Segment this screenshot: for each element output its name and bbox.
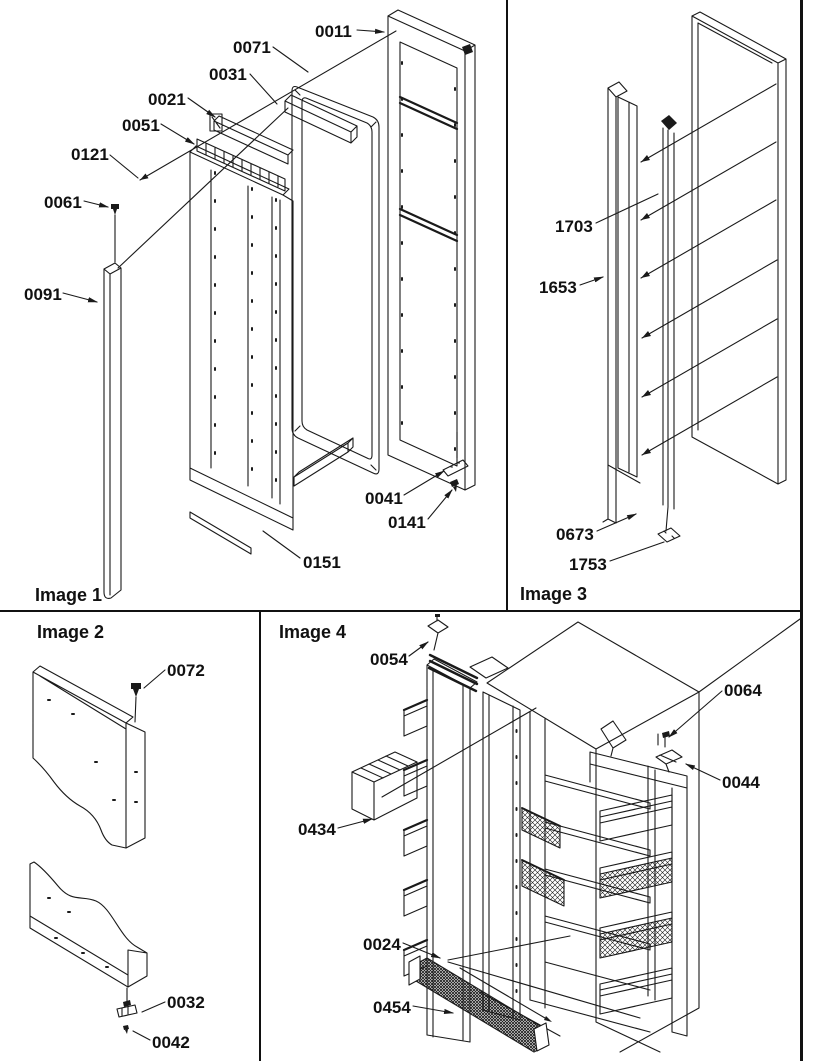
- part-label-1703: 1703: [555, 217, 593, 236]
- bottom-bracket: [443, 432, 468, 476]
- freezer-basket-2: [522, 860, 564, 906]
- leader-0091: [63, 293, 97, 302]
- part-label-0021: 0021: [148, 90, 186, 109]
- freezer-door-bin-rims: [404, 700, 427, 950]
- leader-0041: [404, 471, 444, 495]
- trim-assembly-lines: [641, 84, 777, 455]
- door-handle: [285, 95, 357, 143]
- image2-drawing: [30, 666, 147, 1034]
- leader-0121: [110, 155, 138, 178]
- door-liner-hole-rows: [215, 172, 276, 500]
- top-channel-trim: [210, 114, 293, 164]
- outer-door-screw-holes: [402, 62, 455, 462]
- part-label-0151: 0151: [303, 553, 341, 572]
- caption-image-4: Image 4: [279, 622, 347, 642]
- part-label-0434: 0434: [298, 820, 336, 839]
- floor-arrowhead: [544, 1016, 552, 1022]
- part-label-0054: 0054: [370, 650, 408, 669]
- leader-0151: [263, 531, 300, 558]
- outer-door-panel: [388, 10, 475, 490]
- leader-0064: [669, 691, 722, 737]
- crisper-basket-0434: [352, 752, 417, 820]
- top-clip-0054: [428, 616, 448, 650]
- part-label-0071: 0071: [233, 38, 271, 57]
- part-label-1653: 1653: [539, 278, 577, 297]
- right-door-panel: [692, 12, 786, 484]
- leader-0072: [144, 670, 165, 688]
- part-label-0454: 0454: [373, 998, 411, 1017]
- leader-0032: [142, 1002, 165, 1012]
- part-label-0042: 0042: [152, 1033, 190, 1052]
- page-right-border: [800, 0, 803, 1061]
- image3-drawing: [603, 12, 786, 542]
- top-ribbed-band: [197, 139, 285, 191]
- freezer-basket-1: [522, 808, 560, 848]
- left-door-panel: [608, 97, 640, 483]
- leader-0061: [84, 201, 108, 207]
- leader-0141: [428, 490, 452, 519]
- part-label-0044: 0044: [722, 773, 760, 792]
- lower-cover-panel: [30, 862, 147, 987]
- part-label-0141: 0141: [388, 513, 426, 532]
- leader-0011: [357, 30, 384, 32]
- leader-1653: [580, 277, 603, 285]
- part-label-0064: 0064: [724, 681, 762, 700]
- hinge-wedge: [470, 657, 508, 678]
- part-label-0091: 0091: [24, 285, 62, 304]
- upper-cover-panel: [33, 666, 145, 848]
- part-label-0673: 0673: [556, 525, 594, 544]
- screw-0072-stem: [135, 697, 136, 722]
- outer-door-ribs: [400, 97, 457, 241]
- part-label-0024: 0024: [363, 935, 401, 954]
- image4-drawing: [352, 614, 800, 1052]
- center-mullion: [483, 692, 520, 1020]
- gasket-bottom-bar: [294, 438, 353, 486]
- caption-image-1: Image 1: [35, 585, 103, 605]
- leader-0044: [686, 764, 720, 780]
- part-labels: [24, 22, 762, 1052]
- leader-1703: [596, 194, 658, 223]
- caption-image-3: Image 3: [520, 584, 588, 604]
- top-clip-0054-pin: [435, 614, 440, 617]
- leader-0021: [188, 98, 215, 117]
- part-label-0041: 0041: [365, 489, 403, 508]
- side-trim-strip: [104, 263, 121, 598]
- leader-0434: [338, 819, 372, 828]
- part-label-0121: 0121: [71, 145, 109, 164]
- leader-0042: [133, 1031, 150, 1040]
- part-label-0011: 0011: [315, 22, 352, 41]
- part-label-0051: 0051: [122, 116, 160, 135]
- part-label-0031: 0031: [209, 65, 247, 84]
- leader-0024: [403, 943, 440, 958]
- left-trim-strip: [603, 82, 627, 523]
- outer-door-corner-cap: [462, 44, 473, 55]
- leader-0054: [409, 642, 428, 656]
- screw-0042-glyph: [123, 1025, 129, 1034]
- center-trim-strip: [663, 128, 674, 531]
- bottom-trim-strip: [190, 512, 251, 554]
- grommet-0032: [117, 1005, 137, 1017]
- leader-0031: [250, 74, 277, 104]
- caption-image-2: Image 2: [37, 622, 105, 642]
- fridge-door-bin-hatch: [600, 858, 672, 958]
- freezer-door-bins: [404, 700, 427, 976]
- leader-0071: [273, 47, 308, 72]
- door-liner: [190, 146, 293, 530]
- part-label-0072: 0072: [167, 661, 205, 680]
- part-label-0061: 0061: [44, 193, 82, 212]
- assembly-line-top-arrowhead: [140, 174, 149, 181]
- door-liner-ribs: [211, 170, 280, 504]
- bottom-hinge-bracket: [658, 528, 680, 542]
- door-gasket: [292, 87, 379, 474]
- part-label-1753: 1753: [569, 555, 607, 574]
- toe-grille: [416, 958, 545, 1052]
- screw-0061-glyph: [111, 204, 119, 215]
- screw-0072-glyph: [131, 683, 141, 697]
- leader-1753: [610, 542, 664, 561]
- upper-cover-holes: [48, 700, 137, 802]
- leader-0051: [161, 124, 194, 144]
- fridge-door-bins: [600, 795, 672, 1014]
- part-label-0032: 0032: [167, 993, 205, 1012]
- hinge-bracket-0044: [656, 750, 682, 772]
